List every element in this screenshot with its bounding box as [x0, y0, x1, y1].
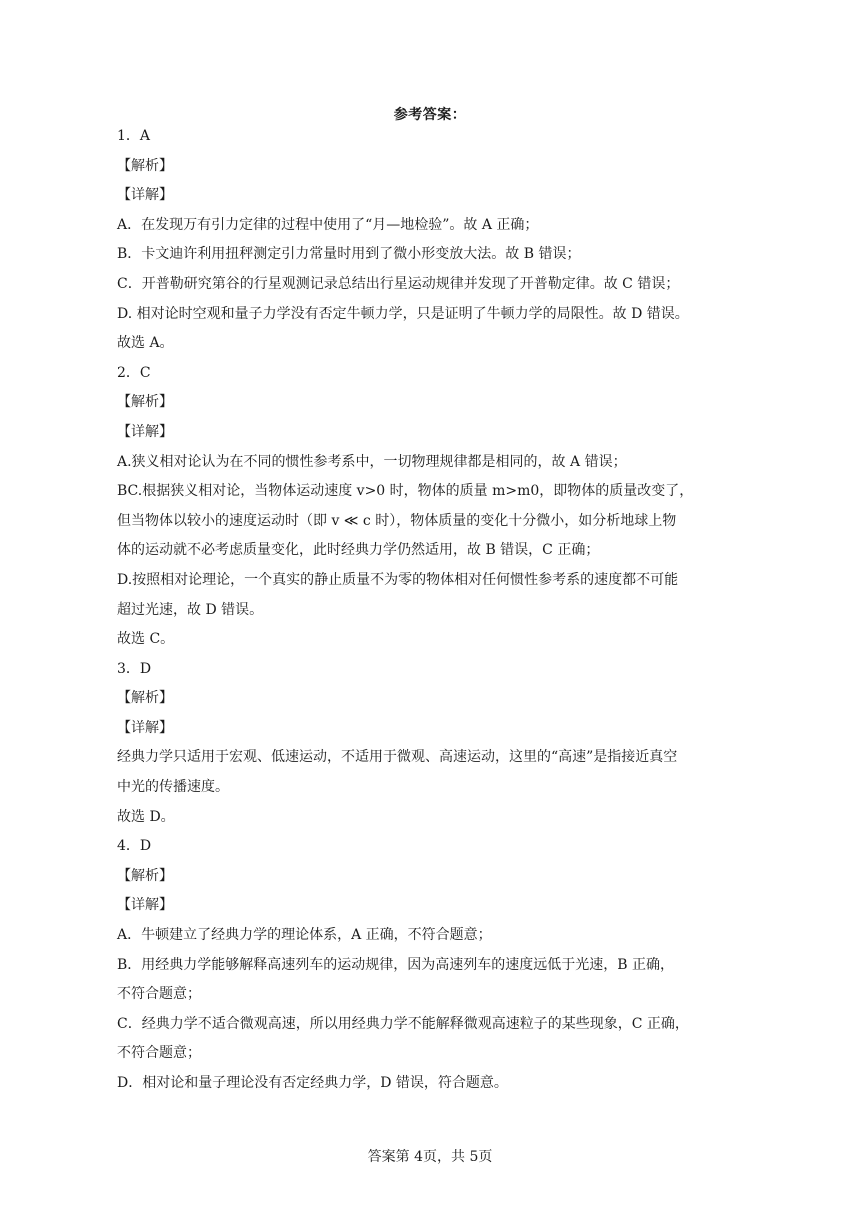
text-line: BC.根据狭义相对论，当物体运动速度 v>0 时，物体的质量 m>m0，即物体的质量改变了，	[117, 483, 694, 500]
text-line: C．经典力学不适合微观高速，所以用经典力学不能解释微观高速粒子的某些现象，C 正确，	[117, 1015, 689, 1032]
text-line: B．用经典力学能够解释高速列车的运动规律，因为高速列车的速度远低于光速，B 正确，	[117, 956, 675, 973]
text-line: 超过光速，故 D 错误。	[117, 601, 264, 618]
text-line: D.按照相对论理论，一个真实的静止质量不为零的物体相对任何惯性参考系的速度都不可能	[117, 571, 679, 588]
text-line: 故选 A。	[117, 335, 174, 352]
text-line: 故选 D。	[117, 808, 175, 825]
text-line: D. 相对论时空观和量子力学没有否定牛顿力学，只是证明了牛顿力学的局限性。故 D 错误。	[117, 305, 689, 322]
text-line: 1．A	[117, 128, 151, 144]
text-line: 但当物体以较小的速度运动时（即 v ≪ c 时），物体质量的变化十分微小，如分析地球上物	[117, 512, 677, 529]
text-line: 3．D	[117, 660, 152, 677]
page-footer: 答案第 4页，共 5页	[367, 1149, 493, 1165]
text-line: 不符合题意；	[117, 1045, 201, 1062]
text-line: A．牛顿建立了经典力学的理论体系，A 正确，不符合题意；	[117, 927, 492, 944]
text-line: 【详解】	[117, 897, 173, 914]
page-title: 参考答案：	[393, 107, 467, 123]
text-line: 【解析】	[117, 690, 173, 707]
text-line: 体的运动就不必考虑质量变化，此时经典力学仍然适用，故 B 错误，C 正确；	[117, 542, 600, 559]
text-line: 【解析】	[117, 157, 173, 174]
text-line: 【详解】	[117, 423, 173, 440]
answer-content	[117, 122, 747, 1099]
text-line: 【详解】	[117, 187, 173, 204]
text-line: B．卡文迪许利用扭秤测定引力常量时用到了微小形变放大法。故 B 错误；	[117, 246, 581, 263]
text-line: 4．D	[117, 838, 152, 855]
text-line: 故选 C。	[117, 631, 175, 648]
text-line: A.狭义相对论认为在不同的惯性参考系中，一切物理规律都是相同的，故 A 错误；	[117, 453, 627, 470]
text-line: 【解析】	[117, 394, 173, 411]
text-line: 【详解】	[117, 719, 173, 736]
text-line: 2．C	[117, 364, 151, 381]
text-line: 不符合题意；	[117, 986, 201, 1003]
text-line: C．开普勒研究第谷的行星观测记录总结出行星运动规律并发现了开普勒定律。故 C 错误；	[117, 275, 680, 292]
text-line: D．相对论和量子理论没有否定经典力学，D 错误，符合题意。	[117, 1075, 508, 1091]
text-line: 【解析】	[117, 867, 173, 884]
text-line: 中光的传播速度。	[117, 779, 229, 796]
text-line: 经典力学只适用于宏观、低速运动，不适用于微观、高速运动，这里的“高速”是指接近真空	[117, 749, 678, 766]
text-line: A．在发现万有引力定律的过程中使用了“月—地检验”。故 A 正确；	[117, 216, 539, 233]
